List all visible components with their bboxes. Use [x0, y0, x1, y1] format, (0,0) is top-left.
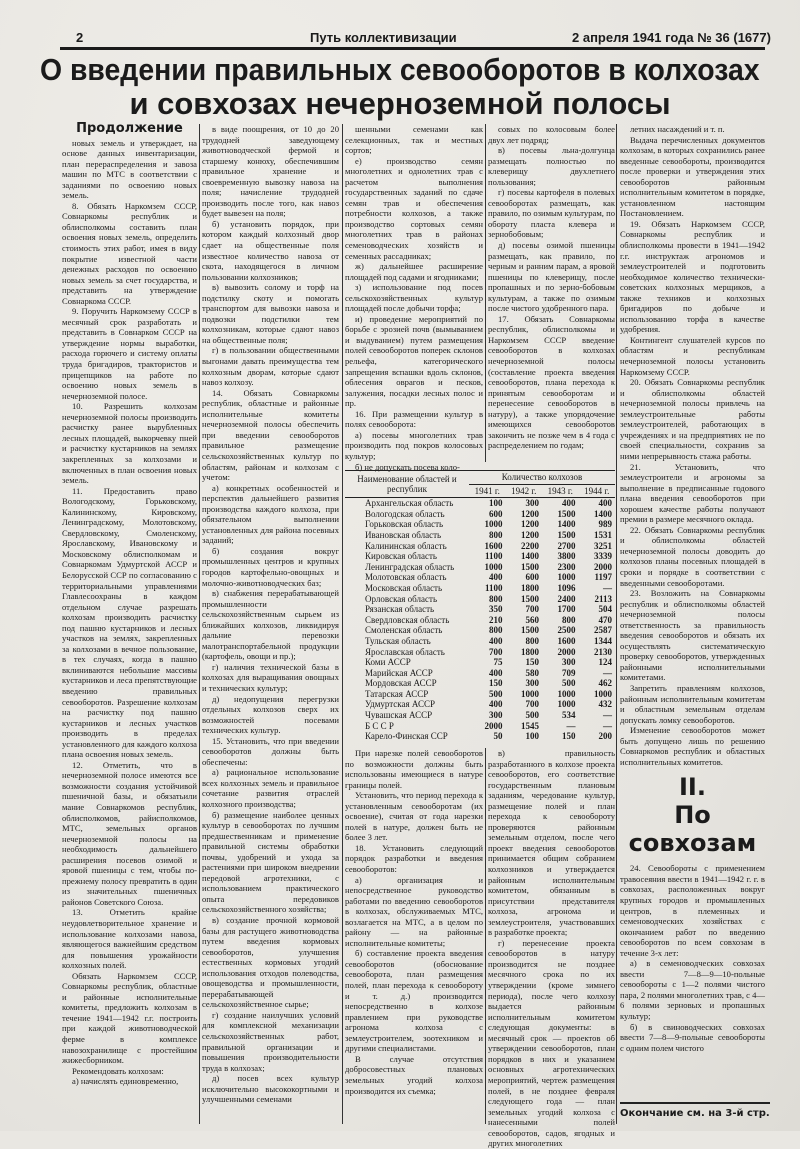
farm-count: 400: [489, 635, 503, 646]
region-name: Московская область: [365, 582, 443, 593]
issue-date: 2 апреля 1941 года № 36 (1677): [572, 30, 771, 45]
column-divider: [342, 124, 343, 1124]
farm-count: 470: [598, 614, 612, 625]
table-header-year: 1941 г.: [469, 484, 506, 498]
newspaper-name: Путь коллективизации: [310, 30, 457, 45]
region-name: Мордовская АССР: [365, 678, 437, 689]
farm-count: 1200: [521, 508, 539, 519]
paragraph: в) снабжения перерабатывающей промышленности сельскохозяйственным сырьем из ближайших колхозов, ликвидируя дальние перевозки малотранспортабельной продукции (картофель, овощи и пр.);: [202, 588, 339, 662]
paragraph: 8. Обязать Наркомзем СССР, Совнаркомы республик и облисполкомы составить план освоения новых земель, определить стоимость этих работ, имея в виду покрытие известной части денежных расходов по освоению новых земель за счет государства, и представить на утверждение Совнаркома СССР.: [62, 200, 197, 306]
farm-count: 1400: [521, 551, 539, 562]
farm-count: 1700: [557, 604, 576, 615]
paragraph: 21. Установить, что землеустроители и агрономы за выполнение в предписанные годового плана введения севооборотов при хорошем качестве работы получают премии в размере месячного оклада.: [620, 461, 765, 525]
table-row: [345, 572, 615, 583]
paragraph: б) размещение наиболее ценных культур в севооборотах по лучшим предшественникам и применение правильной системы обработки почвы, удобрений и ухода за растениями при широком внедрении передовой агротехники, с использованием практического опыта передовиков сельскохозяйственного хозяйства;: [202, 809, 339, 915]
paragraph: в) посевы льна-долгунца размещать полностью по клеверищу двухлетнего пользования;: [488, 145, 615, 187]
table-row: [345, 710, 615, 721]
farm-count: 534: [562, 710, 576, 721]
farm-count: 1000: [594, 688, 612, 699]
table-row: [345, 647, 615, 658]
farm-count: 350: [489, 604, 503, 615]
paragraph: д) недопущения перегрузки отдельных колхозов сверх их возможностей посевами технических культур.: [202, 693, 339, 736]
paragraph: а) конкретных особенностей и перспектив дальнейшего развития производства каждого колхоза, при обязательном выполнении установленных для района посевных заданий;: [202, 482, 339, 546]
column-5: [620, 124, 765, 1096]
farm-count: 300: [525, 498, 539, 509]
region-name: Орловская область: [365, 593, 438, 604]
region-name: Горьковская область: [365, 519, 444, 530]
farm-count: 150: [525, 657, 539, 668]
farm-count: 2700: [557, 540, 576, 551]
paragraph: 19. Обязать Наркомзем СССР, Совнаркомы республик и облисполкомы провести в 1941—1942 г.г. инструктаж агрономов и землеустроителей и подготовить необходимое количество технически-советских колхозных мерщиков, а также техников и колхозных бригадиров по добыче и использованию торфа в качестве удобрения.: [620, 218, 765, 335]
farm-count: 1500: [557, 508, 576, 519]
paragraph: б) в свиноводческих совхозах ввести 7—8—9-польные севообороты с одним полем чистого: [620, 1021, 765, 1053]
region-name: Молотовская область: [365, 572, 447, 583]
region-name: Ленинградская область: [365, 561, 455, 572]
farm-count: 3800: [557, 551, 576, 562]
region-name: Удмуртская АССР: [365, 699, 435, 710]
farm-count: 2130: [594, 646, 612, 657]
region-name: Калининская область: [365, 540, 447, 551]
farm-count: 1000: [557, 688, 576, 699]
paragraph: 23. Возложить на Совнаркомы республик и облисполкомы областей нечерноземной полосы ответственность за правильность введения севооборотов и обязать их осуществлять систематическую проверку севооборотов, утвержденных районными исполнительными комитетами.: [620, 588, 765, 683]
paragraph: 9. Поручить Наркомзему СССР в месячный срок разработать и представить в Совнарком СССР на утверждение нормы выработки, расхода горючего и систему оплаты труда бригадиров, трактористов и прицепщиков на работе по освоению новых земель в нечерноземной полосе.: [62, 306, 197, 401]
farm-count: 1000: [484, 561, 503, 572]
paragraph: летних насаждений и т. п.: [630, 124, 725, 134]
table-row: [345, 636, 615, 647]
region-name: Вологодская область: [365, 508, 445, 519]
farm-count: 3251: [594, 540, 612, 551]
table-row: [345, 615, 615, 626]
farm-count: 700: [489, 646, 503, 657]
region-name: Ивановская область: [365, 529, 442, 540]
farm-count: 1000: [484, 519, 503, 530]
farm-count: 400: [489, 572, 503, 583]
paragraph: 11. Предоставить право Вологодскому, Горьковскому, Калининскому, Кировскому, Ленинградскому, Молотовскому, Свердловскому, Смоленскому, Ярославскому, Ивановскому и Московскому облисполкомам и Совнаркомам Удмуртской АССР и Белорусской ССР по согласованию с территориальными управлениями Главлесоохраны в каждом отдельном случае разрешать колхозам производить расчистку под пашню кустарников и лесных участков на землях, закрепленных за колхозами в вечное пользование, в тех случаях, когда в пашню вклиниваются небольшие массивы кустарников и леса препятствующие введению правильных севооборотов. Разрешение колхозам на расчистку под пашню кустарников и лесных участков производить в пределах установленного для каждого колхоза плана освоения новых земель.: [62, 485, 197, 760]
table-row: [345, 731, 615, 742]
paragraph: в) правильность разработанного в колхозе проекта севооборотов, его соответствие государственным плановым заданиям, чередование культур, размещение полей и план перехода к севообороту проверяются районным земельным отделом, после чего проект введения севооборотов принимается общим собранием колхозников и утверждается районным исполнительным комитетом, обязанным в присутствии представителя колхоза, агронома и землеустроителя, участвовавших в разработке проекта;: [488, 748, 615, 938]
farm-count: 700: [525, 699, 539, 710]
column-3: [345, 124, 483, 472]
farm-count: 500: [489, 688, 503, 699]
table-row: [345, 604, 615, 615]
region-name: Смоленская область: [365, 625, 443, 636]
paragraph: а) посевы многолетних трав производить под покров колосовых культур;: [345, 429, 483, 461]
paragraph: совых по колосовым более двух лет подряд;: [488, 124, 615, 145]
farm-count: 100: [489, 498, 503, 509]
paragraph: 18. Установить следующий порядок разработки и введения севооборотов:: [345, 842, 483, 875]
farm-count: 709: [562, 667, 576, 678]
farm-count: 1531: [594, 529, 612, 540]
paragraph: а) в семеноводческих совхозах ввести 7—8—9—10-польные севообороты с 1—2 полями чистого пара, 2 полями многолетних трав, с 4—6 полями зерновых и пропашных культур;: [620, 958, 765, 1022]
farm-count: 989: [598, 519, 612, 530]
column-divider: [485, 748, 486, 1124]
section-title: По совхозам: [628, 801, 757, 858]
paragraph: 22. Обязать Совнаркомы республик и облисполкомы областей нечерноземной полосы доводить до колхозов планы посевных площадей в сроки и порядке в соответствии с введенными севооборотами.: [620, 524, 765, 588]
farm-count: 2200: [521, 540, 539, 551]
region-name: Кировская область: [365, 551, 438, 562]
paragraph: Выдача перечисленных документов колхозам, в которых сохранились ранее введенные севообороты, производится после проверки и утверждения этих севооборотов районным исполнительным комитетом в порядке, установленном настоящим Постановлением.: [620, 134, 765, 219]
section-number: II.: [679, 773, 706, 802]
paragraph: Установить, что период перехода к установленным севооборотам (их освоение), считая от года нарезки полей в натуре, должен быть не более 3 лет.: [345, 790, 483, 843]
table-row: [345, 583, 615, 594]
farm-count: 300: [562, 657, 576, 668]
paragraph: д) посевы озимой пшеницы размещать, как правило, по черным и ранним парам, а яровой пшеницы по клеверищу, после пропашных и по зерно-бобовым культурам, а также по озимым после чистого удобренного пара.: [488, 240, 615, 314]
farm-count: 2113: [594, 593, 612, 604]
farm-count: 3339: [594, 551, 612, 562]
farm-count: 1600: [557, 635, 576, 646]
paragraph: 20. Обязать Совнаркомы республик и облисполкомы областей нечерноземной полосы привлечь на землеустроительные работы землеустроителей, работающих в учреждениях и на предприятиях не по своей специальности, сохранив за ними непрерывность стажа работы.: [620, 377, 765, 461]
paragraph: г) в пользовании общественными выгонами давать преимущества тем колхозным дворам, которые сдают навоз колхозу.: [202, 345, 339, 388]
column-1: [62, 121, 197, 1124]
region-name: Чувашская АССР: [365, 710, 433, 721]
paragraph: а) начислять единовременно,: [72, 1076, 179, 1087]
paragraph: г) наличия технической базы в колхозах для выращивания овощных и технических культур;: [202, 661, 339, 693]
table-row: [345, 721, 615, 732]
table-row: [345, 594, 615, 605]
paragraph: б) создания вокруг промышленных центров и крупных городов картофельно-овощных и молочно-животноводческих баз;: [202, 545, 339, 588]
farm-count: 1500: [521, 561, 539, 572]
farm-count: 2000: [557, 646, 576, 657]
page-number: 2: [76, 30, 84, 45]
table-row: [345, 498, 615, 509]
farm-count: 150: [489, 678, 503, 689]
farm-count: 400: [598, 498, 612, 509]
region-name: Рязанская область: [365, 604, 435, 615]
paragraph: Изменение севооборотов может быть допущено лишь по решению Совнаркомов республик и областных исполнительных комитетов.: [620, 725, 765, 767]
headline-line-1-row: [0, 52, 800, 88]
table-row: [345, 530, 615, 541]
table-row: [345, 509, 615, 520]
table-row: [345, 541, 615, 552]
paragraph: г) создание наилучших условий для комплексной механизации сельскохозяйственных работ, правильной организации и повышения производительности труда в колхозах;: [202, 1009, 339, 1073]
farm-count: 2500: [557, 625, 576, 636]
table-row: [345, 551, 615, 562]
farm-count: 100: [525, 731, 539, 742]
paragraph: 24. Севообороты с применением травосеяния ввести в 1941—1942 г. г. в совхозах, расположенных вокруг крупных городов и промышленных центров, в племенных и семеноводческих хозяйствах с окончанием работ по введению севооборотов по всем совхозам в течение 3-х лет:: [620, 863, 765, 958]
continued-heading: Продолжение: [76, 121, 183, 136]
farm-count: 1800: [521, 646, 539, 657]
farm-count: 1000: [521, 688, 539, 699]
paragraph: г) перенесение проекта севооборотов в натуру производится не позднее месячного срока по их утверждении (кроме зимнего периода), после чего колхозу выдается районным исполнительным комитетом следующая документы: в месячный срок — проектов об утверждении севооборотов, план порядков в них и указанием основных агротехнических мероприятий, чертеж размещения полей, в не позднее февраля следующего года — план земельных угодий колхоза с нанесенными полей севооборотов, садов, ягодных и других многолетних: [488, 937, 615, 1149]
farm-count: 504: [598, 604, 612, 615]
farm-count: —: [603, 667, 612, 678]
table-row: [345, 689, 615, 700]
farm-count: 432: [598, 699, 612, 710]
farm-count: 1400: [557, 519, 576, 530]
farm-count: 600: [489, 508, 503, 519]
farm-count: 2000: [594, 561, 612, 572]
farm-count: 1600: [484, 540, 503, 551]
paragraph: Рекомендовать колхозам:: [72, 1065, 164, 1076]
farm-count: 800: [489, 625, 503, 636]
table-row: [345, 625, 615, 636]
paragraph: 14. Обязать Совнаркомы республик, областные и районные исполнительные комитеты нечерноземной полосы обеспечить при введении севооборотов правильное размещение сельскохозяйственных культур по областям, районам и колхозам с учетом:: [202, 387, 339, 483]
paragraph: шенными семенами как селекционных, так и местных сортов;: [345, 124, 483, 156]
farm-count: 1100: [484, 551, 503, 562]
paragraph: в виде поощрения, от 10 до 20 трудодней заведующему животноводческой фермой и старшему конюху, обеспечившим правильное хранение и своевременную вывозку навоза на поля; начисление трудодней производить после того, как навоз будет вывезен на поля;: [202, 124, 339, 219]
farm-count: 1096: [557, 582, 576, 593]
paragraph: в) вывозить солому и торф на подстилку скоту и помогать транспортом для вывозки навоза и подвозки подстилки тем колхозникам, которые сдают навоз на общественные поля;: [202, 282, 339, 345]
column-divider: [485, 124, 486, 462]
column-4-lower: [488, 748, 615, 1149]
paragraph: а) рациональное использование всех колхозных земель и правильное сочетание развития отраслей колхозного производства;: [202, 767, 339, 809]
table-header-group: Количество колхозов: [469, 471, 615, 485]
table-row: [345, 519, 615, 530]
farm-count: 600: [525, 572, 539, 583]
farm-count: 1200: [521, 529, 539, 540]
column-divider: [199, 124, 200, 1124]
paragraph: в) создание прочной кормовой базы для растущего животноводства путем введения кормовых севооборотов, улучшения естественных кормовых угодий использования отходов полеводства, овощеводства и промышленности, перерабатывающей сельскохозяйственное сырье;: [202, 915, 339, 1010]
farm-count: 1500: [557, 529, 576, 540]
collective-farms-table: [345, 470, 615, 742]
farm-count: —: [603, 582, 612, 593]
paragraph: новых земель и утверждает, на основе данных инвентаризации, план перераспределения и завоза машин по МТС в соответствии с заданиями по освоению новых земель.: [62, 137, 197, 201]
paragraph: 12. Отметить, что в нечерноземной полосе имеются все возможности создания устойчивой пшеничной базы, и обязатьили мание Совнаркомов республик, облисполкомов, райисполкомов, МТС, земельных органов нечерноземной полосы на необходимость дальнейшего расширения посевов озимой и яровой пшеницы с тем, чтобы по-прежнему полосу превратить в один из значительных пшеничных районов Советского Союза.: [62, 759, 197, 907]
paragraph: б) не допускать посева коло-: [355, 461, 460, 472]
farm-count: 150: [562, 731, 576, 742]
farm-count: 800: [489, 529, 503, 540]
table-header-name: Наименование областей и республик: [345, 471, 469, 498]
farm-count: 400: [489, 699, 503, 710]
farm-count: 500: [562, 678, 576, 689]
farm-count: 200: [598, 731, 612, 742]
table-row: [345, 657, 615, 668]
farm-count: 560: [525, 614, 539, 625]
paragraph: В случае отсутствия добросовестных плановых земельных угодий колхоза производится их съемка;: [345, 1053, 483, 1096]
paragraph: 17. Обязать Совнаркомы республик, облисполкомы и Наркомзем СССР введение севооборотов в колхозах нечерноземной полосы (составление проекта введения севооборотов, плана перехода к принятым севооборотам и перенесение севооборотов в натуру), а также упорядочение имеющихся севооборотов закончить не позже чем в 4 года с распределением по годам;: [488, 313, 615, 451]
region-name: Марийская АССР: [365, 667, 433, 678]
table-row: [345, 668, 615, 679]
region-name: Карело-Финская ССР: [365, 731, 448, 742]
farm-count: 500: [525, 710, 539, 721]
farm-count: 2587: [594, 625, 612, 636]
paragraph: 10. Разрешить колхозам нечерноземной полосы производить расчистку ранее вырубленных лесных площадей, выкорчевку пней и расчистку кустарников на землях закрепленных за колхозами и включенных в план освоения новых земель.: [62, 401, 197, 486]
headline-line-2: и совхозах нечерноземной полосы: [129, 86, 671, 121]
farm-count: 1545: [521, 720, 539, 731]
farm-count: 124: [598, 657, 612, 668]
paragraph: з) использование под посев сельскохозяйственных культур площадей после добычи торфа;: [345, 282, 483, 314]
table-header-year: 1944 г.: [579, 484, 616, 498]
paragraph: 13. Отметить крайне неудовлетворительное хранение и использование колхозами навоза, являющегося важнейшим средством для повышения урожайности колхозных полей.: [62, 907, 197, 971]
farm-count: 580: [525, 667, 539, 678]
farm-count: 2000: [484, 720, 503, 731]
farm-count: 1000: [557, 699, 576, 710]
farm-count: 1100: [484, 582, 503, 593]
paragraph: а) организация и непосредственное руководство работами по введению севооборотов в колхозах, обслуживаемых МТС, возлагается на МТС, а в целом по району — на районные исполнительные комитеты;: [345, 874, 483, 948]
region-name: Ярославская область: [365, 646, 445, 657]
headline-line-2-row: [0, 86, 800, 122]
farm-count: 210: [489, 614, 503, 625]
farm-count: —: [566, 720, 576, 731]
farm-count: 800: [562, 614, 576, 625]
region-name: Татарская АССР: [365, 688, 429, 699]
table-header-year: 1942 г.: [506, 484, 543, 498]
headline-line-1: О введении правильных севооборотов в колхозах: [40, 52, 760, 87]
paragraph: и) проведение мероприятий по борьбе с эрозией почв (вымыванием и выдуванием) путем размещения полей севооборотов поперек склонов рельефа, категорического запрещения вспашки вдоль склонов, облесения оврагов и песков, залужения, посадки лесных полос и пр.: [345, 313, 483, 409]
region-name: Свердловская область: [365, 614, 450, 625]
farm-count: 800: [489, 593, 503, 604]
table-row: [345, 678, 615, 689]
paragraph: б) составление проекта введения севооборотов (обоснование севооборота, план размещения полей, план перехода к севообороту и т. д.) производится непосредственно в колхозе правлением при руководстве агронома колхоза с землеустроителем, зоотехником и другими специалистами.: [345, 948, 483, 1054]
paragraph: 15. Установить, что при введении севооборотов должны быть обеспечены:: [202, 735, 339, 767]
table-header-year: 1943 г.: [542, 484, 579, 498]
region-name: Коми АССР: [365, 657, 411, 668]
farm-count: 2300: [557, 561, 576, 572]
farm-count: 700: [525, 604, 539, 615]
paragraph: ж) дальнейшее расширение площадей под садами и ягодниками;: [345, 261, 483, 282]
column-3-lower: [345, 748, 483, 1124]
farm-count: 1000: [557, 572, 576, 583]
region-name: Архангельская область: [365, 498, 454, 509]
table-row: [345, 699, 615, 710]
farm-count: 1400: [594, 508, 612, 519]
farm-count: 1500: [521, 593, 539, 604]
farm-count: 1500: [521, 625, 539, 636]
farm-count: 300: [489, 710, 503, 721]
paragraph: б) установить порядок, при котором каждый колхозный двор сдает на общественные поля известное количество навоза от скота, находящегося в личном пользовании колхозников;: [202, 218, 339, 282]
farm-count: 462: [598, 678, 612, 689]
region-name: Тульская область: [365, 635, 431, 646]
region-name: Б С С Р: [365, 720, 394, 731]
farm-count: 2400: [557, 593, 576, 604]
farm-count: 1200: [521, 519, 539, 530]
farm-count: 400: [489, 667, 503, 678]
column-4: [488, 124, 615, 462]
farm-count: 800: [525, 635, 539, 646]
column-divider: [616, 124, 617, 1124]
farm-count: 1197: [594, 572, 612, 583]
farm-count: —: [603, 720, 612, 731]
table-row: [345, 562, 615, 573]
paragraph: д) посев всех культур исключительно высококортными и улучшенными семенами: [202, 1073, 339, 1105]
column-2: [202, 124, 339, 1124]
paragraph: При нарезке полей севооборотов по возможности должны быть использованы имеющиеся в натуре границы полей.: [345, 748, 483, 790]
farm-count: 300: [525, 678, 539, 689]
farm-count: —: [603, 710, 612, 721]
farm-count: 75: [493, 657, 503, 668]
paragraph: е) производство семян многолетних и однолетних трав с расчетом выполнения государственных заданий по сдаче семян трав и обеспечения потребности колхозов, а также производство сортовых семян многолетних трав в районах семеноводческих хозяйств и семенных рассадниках;: [345, 155, 483, 261]
paragraph: г) посевы картофеля в полевых севооборотах размещать, как правило, по озимым культурам, по обороту пласта клевера и зернобобовым;: [488, 187, 615, 240]
farm-count: 50: [493, 731, 503, 742]
paragraph: Контингент слушателей курсов по областям и республикам нечерноземной полосы установить Наркомзему СССР.: [620, 334, 765, 377]
farm-count: 400: [562, 498, 576, 509]
header-rule: [60, 47, 765, 50]
farm-count: 1344: [594, 635, 612, 646]
farm-count: 1800: [521, 582, 539, 593]
paragraph: Обязать Наркомзем СССР, Совнаркомы республик, областные и районные исполнительные комитеты, предложить колхозам в течение 1941—1942 г.г. построить при каждой животноводческой ферме в комплексе навозохранилище с простейшим жижесборником.: [62, 970, 197, 1066]
paragraph: 16. При размещении культур в полях севооборота:: [345, 408, 483, 430]
continued-note: Окончание см. на 3-й стр.: [620, 1102, 770, 1119]
paragraph: Запретить правлениям колхозов, районным исполнительным комитетам и областным земельным отделам допускать ломку севооборотов.: [620, 682, 765, 725]
